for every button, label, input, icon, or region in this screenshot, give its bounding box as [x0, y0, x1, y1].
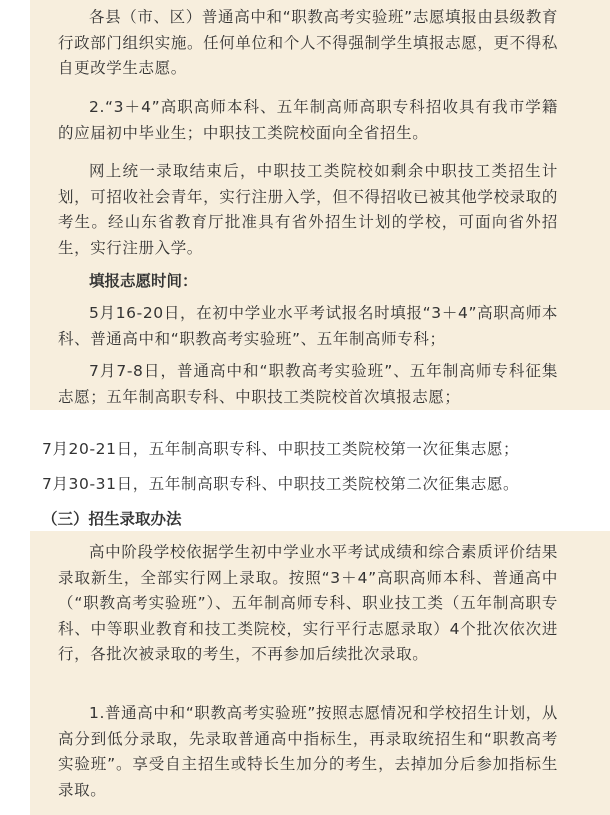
- paragraph-enrollment-scope: 2.“3＋4”高职高师本科、五年制高师高职专科招收具有我市学籍的应届初中毕业生；中职技工类院校面向全省招生。: [58, 98, 558, 142]
- paragraph-high-school-admission: 1.普通高中和“职教高考实验班”按照志愿情况和学校招生计划，从高分到低分录取，先录取普通高中指标生，再录取统招生和“职教高考实验班”。享受自主招生或特长生加分的考生，去掉加分后参加指标生录取。: [58, 704, 558, 799]
- paragraph-admission-rules: 高中阶段学校依据学生初中学业水平考试成绩和综合素质评价结果录取新生，全部实行网上录取。按照“3＋4”高职高师本科、普通高中（“职教高考实验班”）、五年制高师专科、职业技工类（五年制高职专科、中等职业教育和技工类院校，实行平行志愿录取）4个批次依次进行，各批次被录取的考生，不再参加后续批次录取。: [58, 543, 558, 663]
- paragraph-registration-admission: 网上统一录取结束后，中职技工类院校如剩余中职技工类招生计划，可招收社会青年，实行注册入学，但不得招收已被其他学校录取的考生。经山东省教育厅批准具有省外招生计划的学校，可面向省外招生，实行注册入学。: [58, 162, 558, 257]
- section-heading-admission-method: （三）招生录取办法: [42, 510, 182, 528]
- paragraph-county-implementation: 各县（市、区）普通高中和“职教高考实验班”志愿填报由县级教育行政部门组织实施。任何单位和个人不得强制学生填报志愿，更不得私自更改学生志愿。: [58, 8, 558, 77]
- heading-application-time: 填报志愿时间：: [89, 272, 198, 290]
- paragraph-may-application: 5月16-20日，在初中学业水平考试报名时填报“3＋4”高职高师本科、普通高中和“职教高考实验班”、五年制高师专科；: [58, 304, 558, 348]
- paragraph-july-application: 7月7-8日，普通高中和“职教高考实验班”、五年制高师专科征集志愿；五年制高职专科、中职技工类院校首次填报志愿；: [58, 362, 558, 406]
- schedule-line-second-collection: 7月30-31日，五年制高职专科、中职技工类院校第二次征集志愿。: [42, 475, 520, 493]
- schedule-line-first-collection: 7月20-21日，五年制高职专科、中职技工类院校第一次征集志愿；: [42, 440, 520, 458]
